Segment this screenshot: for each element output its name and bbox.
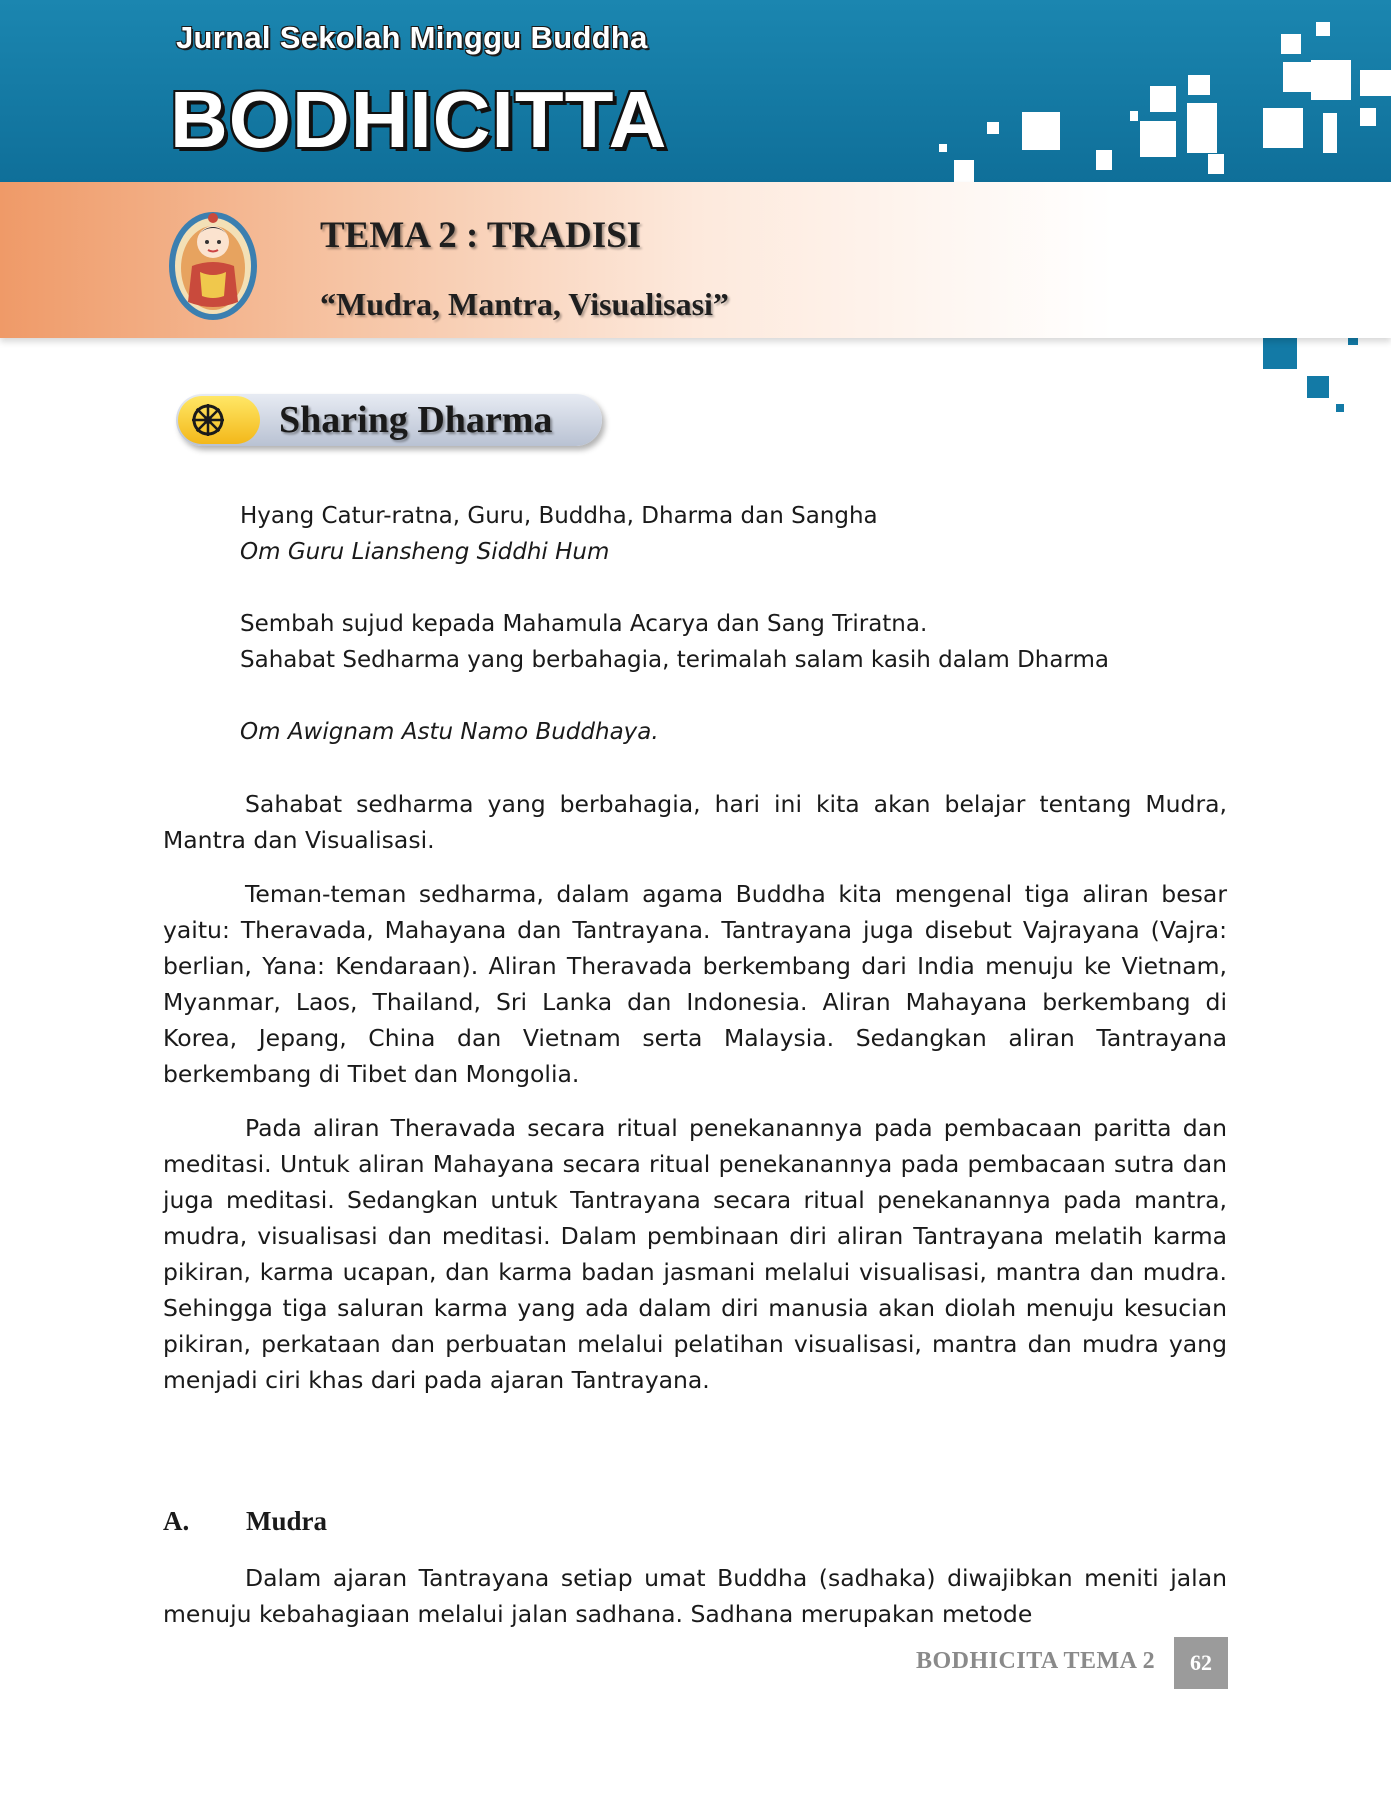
buddha-mascot-icon	[166, 206, 260, 322]
greeting-line: Sembah sujud kepada Mahamula Acarya dan Sang Triratna.	[240, 611, 928, 637]
section-heading	[163, 1506, 327, 1537]
theme-subtitle: “Mudra, Mantra, Visualisasi”	[320, 286, 729, 322]
greeting-line: Sahabat Sedharma yang berbahagia, terimalah salam kasih dalam Dharma	[240, 647, 1110, 673]
body-paragraph: Teman-teman sedharma, dalam agama Buddha kita mengenal tiga aliran besar yaitu: Theravada, Mahayana dan Tantrayana. Tantrayana juga disebut Vajrayana (Vajra: berlian, Yana: Kendaraan). Aliran Theravada berkembang dari India menuju ke Vietnam, Myanmar, Laos, Thailand, Sri Lanka dan Indonesia. Aliran Mahayana berkembang di Korea, Jepang, China dan Vietnam serta Malaysia. Sedangkan aliran Tantrayana berkembang di Tibet dan Mongolia.	[163, 880, 1227, 1088]
footer-label: BODHICITA TEMA 2	[916, 1648, 1156, 1674]
greeting-mantra: Om Guru Liansheng Siddhi Hum	[240, 539, 610, 565]
theme-title: TEMA 2 : TRADISI	[320, 215, 642, 256]
journal-title: Jurnal Sekolah Minggu Buddha	[176, 20, 648, 55]
brand-title: BODHICITTA	[170, 75, 668, 164]
section-title: Mudra	[246, 1506, 327, 1536]
greeting-mantra: Om Awignam Astu Namo Buddhaya.	[240, 719, 659, 745]
dharma-wheel-icon	[190, 402, 226, 438]
section-banner-label: Sharing Dharma	[279, 399, 553, 441]
body-paragraph: Pada aliran Theravada secara ritual penekanannya pada pembacaan paritta dan meditasi. Untuk aliran Mahayana secara ritual penekanannya pada pembacaan sutra dan juga meditasi. Sedangkan untuk Tantrayana secara ritual penekanannya pada mantra, mudra, visualisasi dan meditasi. Dalam pembinaan diri aliran Tantrayana melatih karma pikiran, karma ucapan, dan karma badan jasmani melalui visualisasi, mantra dan mudra. Sehingga tiga saluran karma yang ada dalam diri manusia akan diolah menuju kesucian pikiran, perkataan dan perbuatan melalui pelatihan visualisasi, mantra dan mudra yang menjadi ciri khas dari pada ajaran Tantrayana.	[163, 1114, 1227, 1394]
page-number: 62	[1174, 1637, 1228, 1689]
greeting-line: Hyang Catur-ratna, Guru, Buddha, Dharma dan Sangha	[240, 503, 878, 529]
body-paragraph: Sahabat sedharma yang berbahagia, hari ini kita akan belajar tentang Mudra, Mantra dan Visualisasi.	[163, 790, 1227, 854]
section-number: A.	[163, 1506, 190, 1536]
body-paragraph: Dalam ajaran Tantrayana setiap umat Buddha (sadhaka) diwajibkan meniti jalan menuju kebahagiaan melalui jalan sadhana. Sadhana merupakan metode	[163, 1564, 1227, 1628]
